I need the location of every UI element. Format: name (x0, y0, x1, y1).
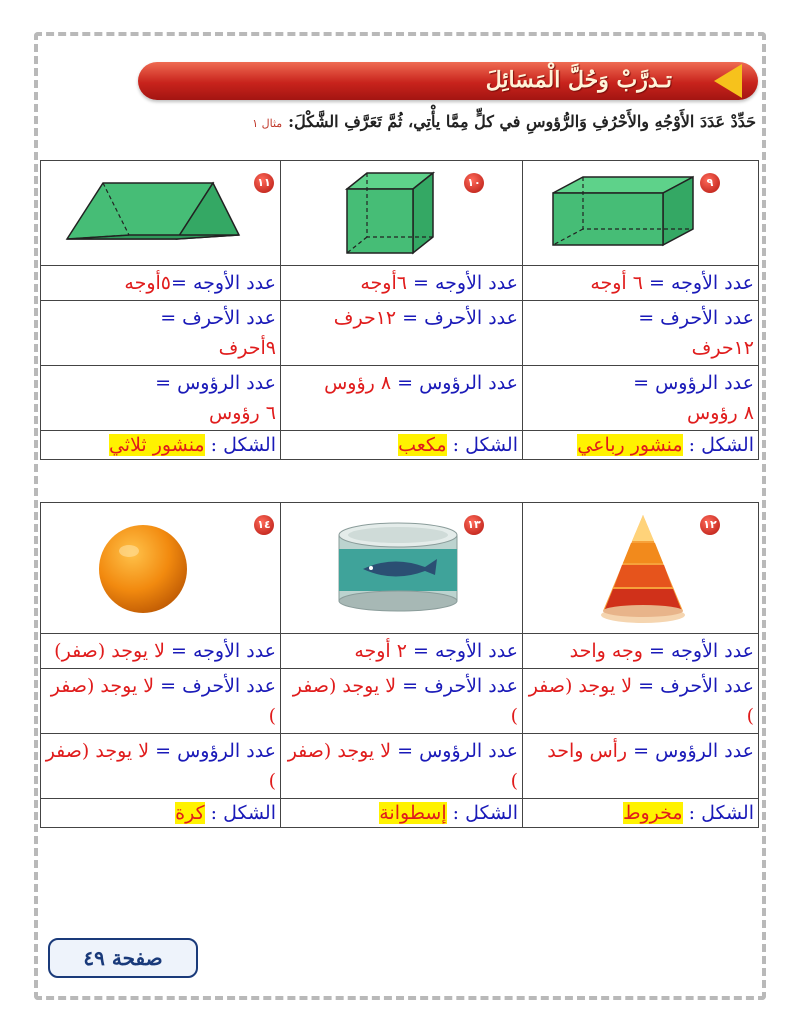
triangular-prism-icon (63, 173, 243, 253)
vertices-cell: عدد الرؤوس = ٨ رؤوس (523, 366, 759, 431)
faces-cell: عدد الأوجه =٥أوجه (41, 266, 281, 301)
shape-cell: الشكل : كرة (41, 799, 281, 828)
arrow-icon (714, 64, 742, 98)
faces-cell: عدد الأوجه = ٢ أوجه (281, 634, 523, 669)
edges-cell: عدد الأحرف = لا يوجد (صفر ) (281, 669, 523, 734)
problem-number: ١١ (254, 173, 274, 193)
instruction-text: حَدِّدْ عَدَدَ الأَوْجُهِ والأَحْرُفِ وَالرُّؤوسِ في كلٍّ مِمَّا يأْتِي، ثُمَّ تَعَرَّفِ الشَّكْلَ:مثال ١ (252, 112, 756, 131)
shape-answer: مخروط (622, 802, 683, 824)
vertices-cell: عدد الرؤوس = ٦ رؤوس (41, 366, 281, 431)
figure-cell-11 (41, 161, 281, 266)
faces-cell: عدد الأوجه = ٦أوجه (281, 266, 523, 301)
shape-cell: الشكل : مخروط (523, 799, 759, 828)
vertices-cell: عدد الرؤوس = لا يوجد (صفر ) (281, 734, 523, 799)
problem-number: ١٠ (464, 173, 484, 193)
vertices-cell: عدد الرؤوس = رأس واحد (523, 734, 759, 799)
section-title: تـدرَّبْ وَحُلَّ الْمَسَائِلَ (485, 67, 672, 93)
figure-cell-13 (281, 503, 523, 634)
section-banner (138, 62, 758, 100)
shape-cell: الشكل : منشور رباعي (523, 431, 759, 460)
orange-sphere-icon (93, 517, 193, 617)
edges-cell: عدد الأحرف = لا يوجد (صفر ) (41, 669, 281, 734)
shape-cell: الشكل : مكعب (281, 431, 523, 460)
shape-answer: إسطوانة (379, 802, 447, 824)
figure-cell-14 (41, 503, 281, 634)
edges-cell: عدد الأحرف = لا يوجد (صفر ) (523, 669, 759, 734)
shape-answer: كرة (175, 802, 205, 824)
cone-icon (593, 511, 693, 627)
faces-cell: عدد الأوجه = لا يوجد (صفر) (41, 634, 281, 669)
edges-cell: عدد الأحرف = ١٢حرف (281, 301, 523, 366)
shape-answer: مكعب (398, 434, 447, 456)
rectangular-prism-icon (543, 171, 703, 251)
shape-cell: الشكل : منشور ثلاثي (41, 431, 281, 460)
figure-cell-10 (281, 161, 523, 266)
cube-icon (339, 167, 459, 259)
solids-table-2 (40, 502, 759, 828)
solids-table-1 (40, 160, 759, 460)
shape-answer: منشور رباعي (577, 434, 683, 456)
shape-cell: الشكل : إسطوانة (281, 799, 523, 828)
page-number-badge: صفحة ٤٩ (48, 938, 198, 978)
faces-cell: عدد الأوجه = ٦ أوجه (523, 266, 759, 301)
edges-cell: عدد الأحرف = ١٢حرف (523, 301, 759, 366)
problem-number: ١٣ (464, 515, 484, 535)
figure-cell-9 (523, 161, 759, 266)
edges-cell: عدد الأحرف = ٩أحرف (41, 301, 281, 366)
vertices-cell: عدد الرؤوس = ٨ رؤوس (281, 366, 523, 431)
problem-number: ١٤ (254, 515, 274, 535)
vertices-cell: عدد الرؤوس = لا يوجد (صفر ) (41, 734, 281, 799)
faces-cell: عدد الأوجه = وجه واحد (523, 634, 759, 669)
problem-number: ١٢ (700, 515, 720, 535)
tuna-can-cylinder-icon (333, 517, 463, 617)
shape-answer: منشور ثلاثي (108, 434, 205, 456)
example-ref: مثال ١ (252, 117, 283, 130)
problem-number: ٩ (700, 173, 720, 193)
figure-cell-12 (523, 503, 759, 634)
